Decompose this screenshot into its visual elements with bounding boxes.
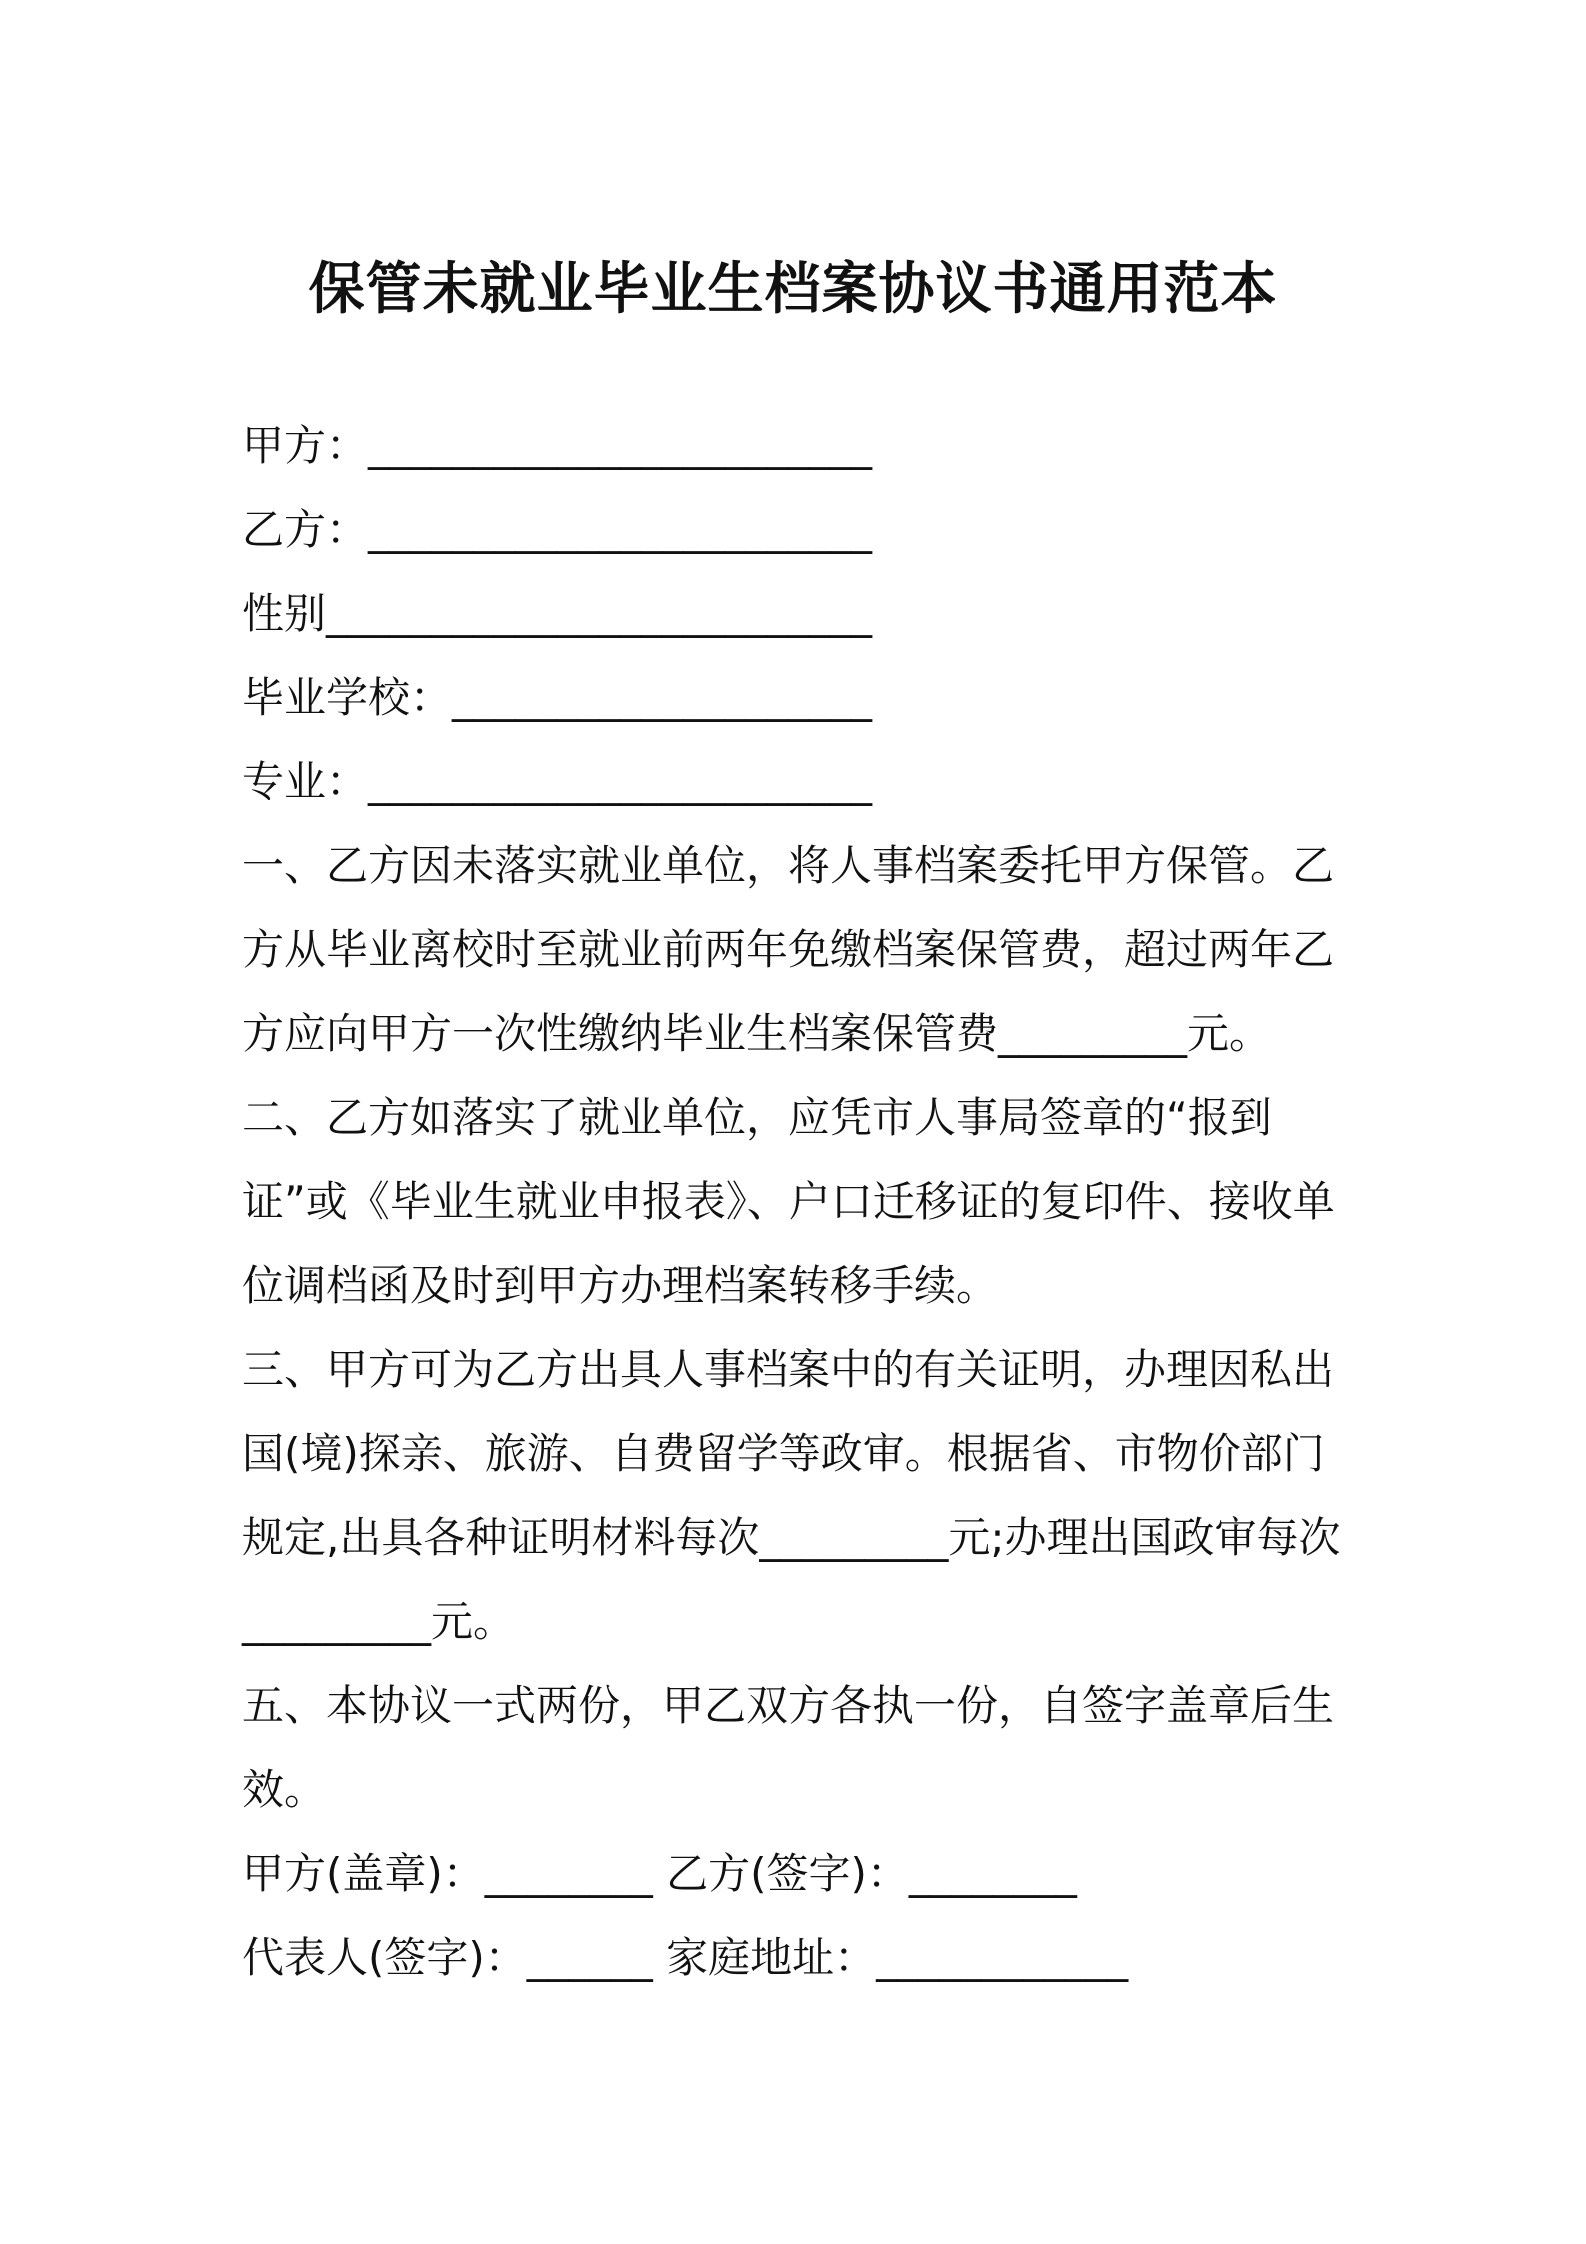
field-blank: __________________________	[326, 589, 873, 638]
field-blank: ____________________	[452, 673, 873, 722]
field-blank: ________________________	[368, 421, 873, 470]
field-gender	[242, 572, 1352, 656]
field-label: 专业：	[242, 757, 369, 806]
field-party-a	[242, 404, 1352, 488]
field-label: 乙方：	[242, 505, 369, 554]
signature-blank: ________	[908, 1849, 1077, 1898]
signature-row	[242, 1832, 1352, 1916]
signature-blank: ________	[484, 1849, 653, 1898]
clause-paragraph: 五、本协议一式两份，甲乙双方各执一份，自签字盖章后生效。	[242, 1681, 1335, 1814]
field-label: 性别	[242, 589, 327, 638]
signature-label: 乙方(签字)：	[666, 1849, 909, 1898]
clause-paragraph: 三、甲方可为乙方出具人事档案中的有关证明，办理因私出国(境)探亲、旅游、自费留学等政审。根据省、市物价部门规定,出具各种证明材料每次_________元;办理出国政审每次_________元。	[242, 1345, 1341, 1646]
field-school	[242, 656, 1352, 740]
document-body	[242, 404, 1352, 2000]
signature-label: 家庭地址：	[666, 1933, 877, 1982]
document-title: 保管未就业毕业生档案协议书通用范本	[308, 257, 1278, 322]
field-major	[242, 740, 1352, 824]
signature-row	[242, 1916, 1352, 2000]
signature-blank: ______	[526, 1933, 653, 1982]
field-blank: ________________________	[368, 505, 873, 554]
signature-label: 甲方(盖章)：	[242, 1849, 485, 1898]
signature-blank: ____________	[876, 1933, 1129, 1982]
signature-label: 代表人(签字)：	[242, 1933, 527, 1982]
clause-paragraph: 一、乙方因未落实就业单位，将人事档案委托甲方保管。乙方从毕业离校时至就业前两年免缴档案保管费，超过两年乙方应向甲方一次性缴纳毕业生档案保管费_________元。	[242, 841, 1335, 1058]
field-label: 毕业学校：	[242, 673, 453, 722]
clause-paragraph: 二、乙方如落实了就业单位，应凭市人事局签章的“报到证”或《毕业生就业申报表》、户口迁移证的复印件、接收单位调档函及时到甲方办理档案转移手续。	[242, 1093, 1335, 1310]
field-party-b	[242, 488, 1352, 572]
field-blank: ________________________	[368, 757, 873, 806]
field-label: 甲方：	[242, 421, 369, 470]
